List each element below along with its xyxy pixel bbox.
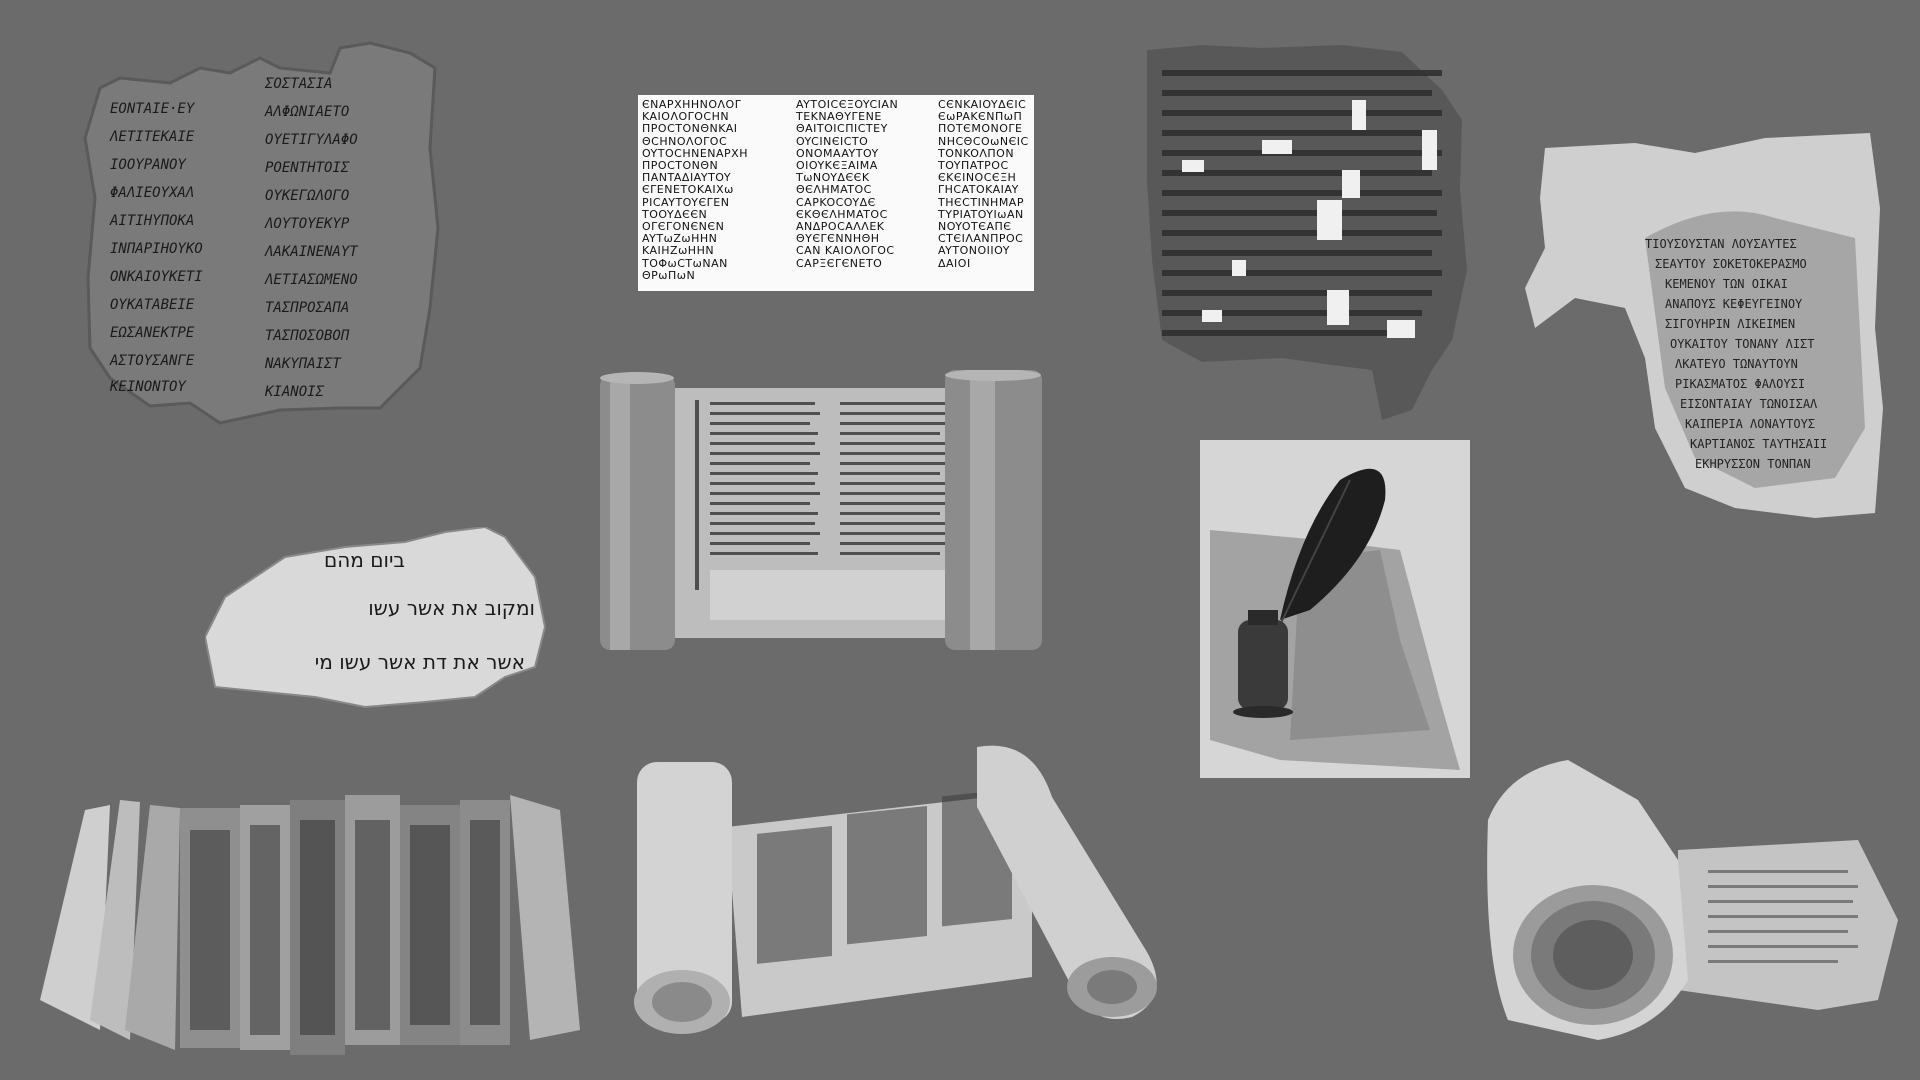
torn-parchment-image [1515, 128, 1885, 523]
svg-text:ΕΟΝΤΑΙΕ·ΕΥ: ΕΟΝΤΑΙΕ·ΕΥ [110, 101, 195, 117]
svg-text:ΟΥΚΑΤΑΒΕΙΕ: ΟΥΚΑΤΑΒΕΙΕ [110, 297, 195, 313]
svg-text:ΚΙΑΝΟΙΣ: ΚΙΑΝΟΙΣ [265, 384, 325, 400]
svg-text:ΕΙΣΟΝΤΑΙΑΥ ΤΩΝΟΙΣΑΛ: ΕΙΣΟΝΤΑΙΑΥ ΤΩΝΟΙΣΑΛ [1680, 397, 1818, 411]
svg-text:ΝΑΚΥΠΑΙΣΤ: ΝΑΚΥΠΑΙΣΤ [265, 356, 341, 372]
svg-text:ΣΙΓΟΥΗΡΙΝ ΛΙΚΕΙΜΕΝ: ΣΙΓΟΥΗΡΙΝ ΛΙΚΕΙΜΕΝ [1665, 317, 1796, 331]
rolled-scroll-cylinder [1478, 760, 1910, 1042]
svg-text:ΟΥΚΑΙΤΟΥ ΤΟΝΑΝΥ ΛΙΣΤ: ΟΥΚΑΙΤΟΥ ΤΟΝΑΝΥ ΛΙΣΤ [1670, 337, 1815, 351]
svg-text:ΡΟΕΝΤΗΤΟΙΣ: ΡΟΕΝΤΗΤΟΙΣ [265, 160, 350, 176]
svg-text:ΚΑΙΠΕΡΙΑ ΛΟΝΑΥΤΟΥΣ: ΚΑΙΠΕΡΙΑ ΛΟΝΑΥΤΟΥΣ [1685, 417, 1816, 431]
codex-text-snippet [638, 95, 1034, 291]
hebrew-fragment-shape [205, 527, 550, 715]
svg-text:ΑΛΦΩΝΙΑΕΤΟ: ΑΛΦΩΝΙΑΕΤΟ [265, 104, 350, 120]
svg-text:ΛΟΥΤΟΥΕΚΥΡ: ΛΟΥΤΟΥΕΚΥΡ [265, 216, 350, 232]
svg-text:ΑΣΤΟΥΣΑΝΓΕ: ΑΣΤΟΥΣΑΝΓΕ [110, 353, 195, 369]
svg-text:ΚΑΡΤΙΑΝΟΣ ΤΑΥΤΗΣΑΙΙ: ΚΑΡΤΙΑΝΟΣ ΤΑΥΤΗΣΑΙΙ [1690, 437, 1828, 451]
svg-text:ΙΟΟΥΡΑΝΟΥ: ΙΟΟΥΡΑΝΟΥ [110, 157, 186, 173]
svg-text:ΟΥΕΤΙΓΥΛΑΦΟ: ΟΥΕΤΙΓΥΛΑΦΟ [265, 132, 358, 148]
svg-text:ΣΟΣΤΑΣΙΑ: ΣΟΣΤΑΣΙΑ [265, 76, 333, 92]
svg-text:ΤΑΣΠΡΟΣΑΠΑ: ΤΑΣΠΡΟΣΑΠΑ [265, 300, 350, 316]
hebrew-scroll-fragment [205, 527, 550, 715]
svg-text:ΙΝΠΑΡΙΗΟΥΚΟ: ΙΝΠΑΡΙΗΟΥΚΟ [110, 241, 203, 257]
svg-text:ΛΑΚΑΙΝΕΝΑΥΤ: ΛΑΚΑΙΝΕΝΑΥΤ [265, 244, 358, 260]
quill-and-inkwell-photo [1200, 440, 1470, 778]
codex-column-3: CЄNKAIOYΔЄIC ЄωPAKЄNΠωΠ ΠOTЄMONOΓE NHCΘCOωNЄIC TONKOΛΠON TOYΠATPOC ЄKЄINOCЄΞH ΓHCATOKAIAY THЄCTINHMAP TYPIATOYIωAN NOYOTЄAΠЄ CTЄIΛANΠPOC AYTONOIIOY ΔAIOI [938, 98, 1029, 270]
svg-text:ΦΑΛΙΕΟΥΧΑΛ: ΦΑΛΙΕΟΥΧΑΛ [110, 185, 195, 201]
svg-text:ΛΚΑΤΕΥΟ ΤΩΝΑΥΤΟΥΝ: ΛΚΑΤΕΥΟ ΤΩΝΑΥΤΟΥΝ [1675, 357, 1798, 371]
codex-column-1: ЄNAPXHHNOΛΟΓ KAIOΛOΓOCHN ΠPOCTONΘNKAI ΘCHNOΛΟΓΟC OYTOCHNENAPXH ΠPOCTONΘN ΠANTAΔIAYTOY ЄΓENETOKAIXω PICAYTOYЄΓΕΝ TOOYΔЄЄN OΓЄΓONЄNЄN AYTωZωHHN KAIHZωHHN TOΦωCTωNAN ΘPωΠωN [642, 98, 748, 282]
rolled-scroll-image [1478, 760, 1910, 1042]
svg-text:ΛΕΤΙΑΣΩΜΕΝΟ: ΛΕΤΙΑΣΩΜΕΝΟ [265, 272, 358, 288]
greek-papyrus-fragment [80, 28, 440, 448]
svg-text:ΤΑΣΠΟΣΟΒΟΠ: ΤΑΣΠΟΣΟΒΟΠ [265, 328, 350, 344]
hebrew-line-3: אשר את דת אשר עשו מי [314, 650, 525, 674]
fanned-scroll-image [30, 780, 585, 1060]
open-scroll-image [600, 370, 1042, 655]
svg-text:ΚΕΙΝΟΝΤΟΥ: ΚΕΙΝΟΝΤΟΥ [110, 379, 186, 395]
svg-text:ΕΩΣΑΝΕΚΤΡΕ: ΕΩΣΑΝΕΚΤΡΕ [110, 325, 195, 341]
svg-text:ΚΕΜΕΝΟΥ ΤΩΝ ΟΙΚΑΙ: ΚΕΜΕΝΟΥ ΤΩΝ ΟΙΚΑΙ [1665, 277, 1788, 291]
open-scroll-with-rollers [600, 370, 1042, 655]
hebrew-line-1: ביום מהם [323, 548, 405, 572]
codex-column-2: AYTOICЄΞOYCIAN TEKNAΘYΓENE ΘAITOICΠICTEY OYCINЄICTO ONOMAAYTOY OIOYKЄΞAIMA TωNOYΔЄЄK ΘЄΛHMATOC CAPKOCOYΔЄ ЄKΘЄΛHMATOC ANΔPOCAΛΛEK ΘYЄΓЄNNHΘH CAN KAIOΛOΓOC CAPΞЄΓЄNETO [796, 98, 899, 270]
hebrew-line-2: ומקוב את אשר עשו [368, 596, 535, 620]
svg-text:ΡΙΚΑΣΜΑΤΟΣ ΦΑΛΟΥΣΙ: ΡΙΚΑΣΜΑΤΟΣ ΦΑΛΟΥΣΙ [1675, 377, 1806, 391]
greek-papyrus-image [80, 28, 440, 448]
fanned-scroll-panels [30, 780, 585, 1060]
svg-text:ΑΝΑΠΟΥΣ ΚΕΦΕΥΓΕΙΝΟΥ: ΑΝΑΠΟΥΣ ΚΕΦΕΥΓΕΙΝΟΥ [1665, 297, 1803, 311]
torah-scroll-image [632, 737, 1184, 1037]
damaged-papyrus-fragment [1142, 40, 1472, 420]
torn-parchment-fragment [1515, 128, 1885, 523]
svg-text:ΕΚΗΡΥΣΣΟΝ ΤΟΝΠΑΝ: ΕΚΗΡΥΣΣΟΝ ΤΟΝΠΑΝ [1695, 457, 1811, 471]
svg-text:ΛΕΤΙΤΕΚΑΙΕ: ΛΕΤΙΤΕΚΑΙΕ [110, 129, 195, 145]
svg-text:ΟΝΚΑΙΟΥΚΕΤΙ: ΟΝΚΑΙΟΥΚΕΤΙ [110, 269, 203, 285]
svg-text:ΟΥΚΕΓΩΛΟΓΟ: ΟΥΚΕΓΩΛΟΓΟ [265, 188, 350, 204]
svg-text:ΤΙΟΥΣΟΥΣΤΑΝ ΛΟΥΣΑΥΤΕΣ: ΤΙΟΥΣΟΥΣΤΑΝ ΛΟΥΣΑΥΤΕΣ [1645, 237, 1797, 251]
damaged-papyrus-image [1142, 40, 1472, 420]
svg-text:ΣΕΑΥΤΟΥ ΣΟΚΕΤΟΚΕΡΑΣΜΟ: ΣΕΑΥΤΟΥ ΣΟΚΕΤΟΚΕΡΑΣΜΟ [1655, 257, 1807, 271]
quill-photo-image [1200, 440, 1470, 778]
torah-scroll-open [632, 737, 1184, 1037]
svg-text:ΑΙΤΙΗΥΠΟΚΑ: ΑΙΤΙΗΥΠΟΚΑ [110, 213, 195, 229]
